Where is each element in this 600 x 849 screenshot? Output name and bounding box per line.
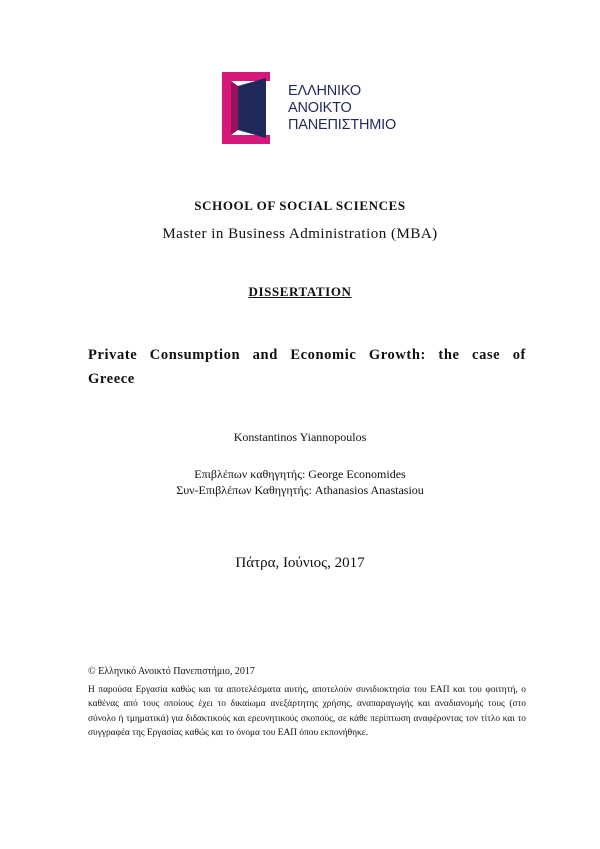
logo-wordmark (288, 83, 396, 134)
supervisor: Επιβλέπων καθηγητής: George Economides (194, 467, 406, 481)
university-logo (222, 72, 412, 144)
co-supervisor: Συν-Επιβλέπων Καθηγητής: Athanasios Anastasiou (176, 483, 424, 497)
place-date: Πάτρα, Ιούνιος, 2017 (235, 555, 365, 571)
logo-line-1: ΕΛΛΗΝΙΚΟ (288, 83, 361, 99)
school-name: SCHOOL OF SOCIAL SCIENCES (194, 198, 406, 213)
logo-line-2: ΑΝΟΙΚΤΟ (288, 100, 352, 116)
copyright-line: © Ελληνικό Ανοικτό Πανεπιστήμιο, 2017 (88, 666, 255, 677)
document-type: DISSERTATION (248, 284, 352, 299)
author-name: Konstantinos Yiannopoulos (233, 430, 367, 444)
program-name: Master in Business Administration (MBA) (162, 226, 438, 242)
thesis-title: Private Consumption and Economic Growth: the case of Greece (88, 347, 526, 387)
logo-emblem-icon (222, 72, 284, 144)
logo-line-3: ΠΑΝΕΠΙΣΤΗΜΙΟ (288, 117, 397, 133)
copyright-notice: Η παρούσα Εργασία καθώς και τα αποτελέσματα αυτής, αποτελούν συνιδιοκτησία του ΕΑΠ και του φοιτητή, ο καθένας από τους οποίους έχει το δικαίωμα ανεξάρτητης χρήσης, αναπαραγωγής και αναδιανομής τους (στο σύνολο ή τμηματικά) για διδακτικούς και ερευνητικούς σκοπούς, σε κάθε περίπτωση αναφέροντας τον τίτλο και το συγγραφέα της Εργασίας καθώς και το όνομα του ΕΑΠ όπου εκπονήθηκε. (88, 685, 526, 738)
